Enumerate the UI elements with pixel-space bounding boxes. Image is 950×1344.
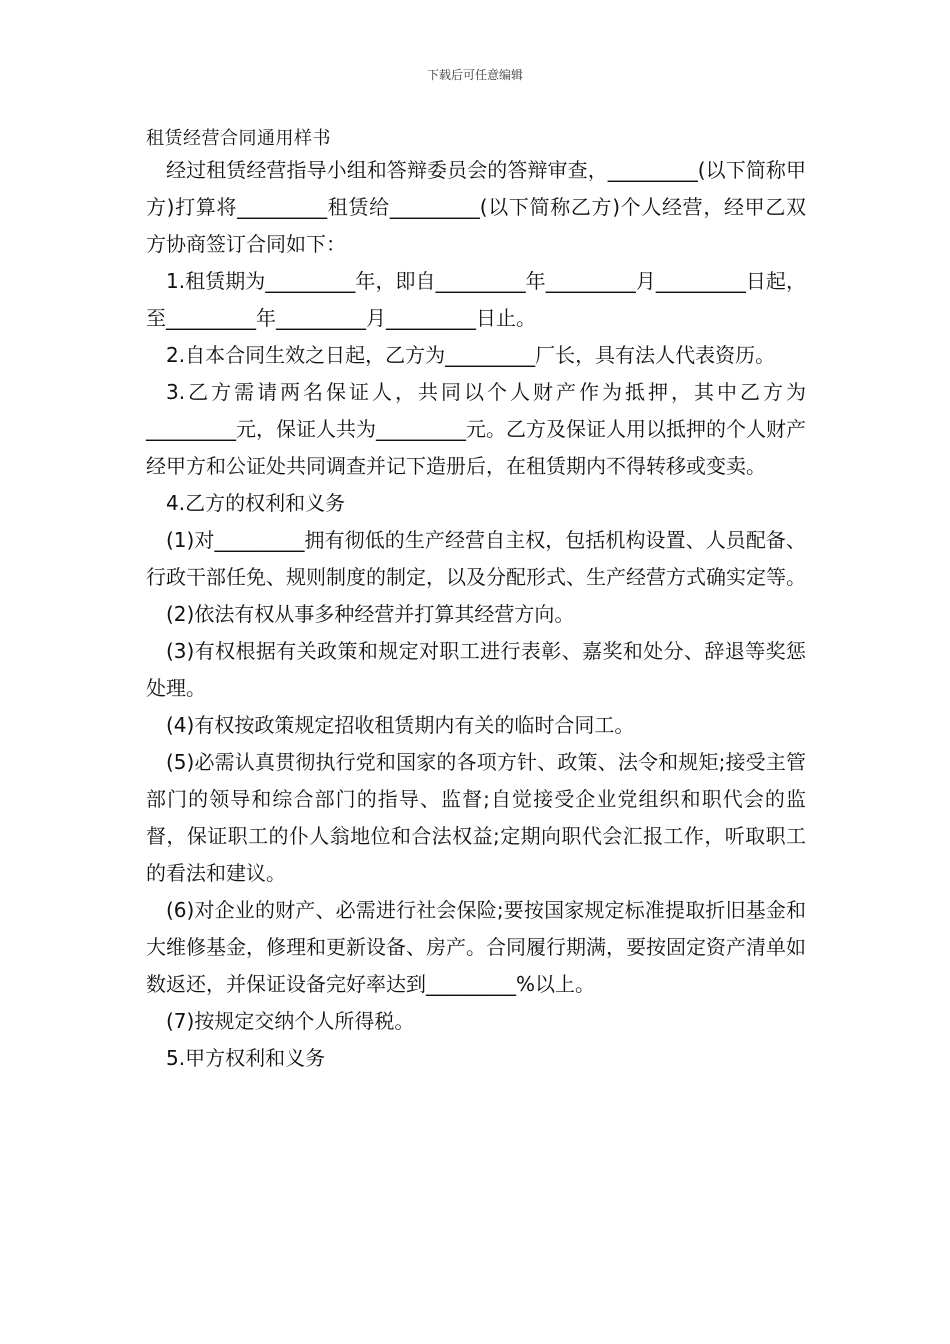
paragraph-5: 5.甲方权利和义务: [166, 1046, 326, 1070]
paragraph-4: 4.乙方的权利和义务: [166, 491, 346, 515]
paragraph-2: 2.自本合同生效之日起，乙方为_________厂长，具有法人代表资历。: [166, 343, 776, 367]
document-body: [146, 152, 806, 1077]
paragraph-3: 3.乙方需请两名保证人，共同以个人财产作为抵押，其中乙方为_________元，保证人共为_________元。乙方及保证人用以抵押的个人财产经甲方和公证处共同调查并记下造册后，在租赁期内不得转移或变卖。: [146, 380, 806, 478]
paragraph-4-7: (7)按规定交纳个人所得税。: [166, 1009, 415, 1033]
paragraph-1: 1.租赁期为_________年，即自_________年_________月_________日起，至_________年_________月_________日止。: [146, 269, 806, 330]
paragraph-4-6: (6)对企业的财产、必需进行社会保险;要按国家规定标准提取折旧基金和大维修基金，修理和更新设备、房产。合同履行期满，要按固定资产清单如数返还，并保证设备完好率达到_________%以上。: [146, 898, 806, 996]
paragraph-4-1: (1)对_________拥有彻低的生产经营自主权，包括机构设置、人员配备、行政干部任免、规则制度的制定，以及分配形式、生产经营方式确实定等。: [146, 528, 806, 589]
paragraph-4-2: (2)依法有权从事多种经营并打算其经营方向。: [166, 602, 575, 626]
paragraph-4-4: (4)有权按政策规定招收租赁期内有关的临时合同工。: [166, 713, 635, 737]
document-title: 租赁经营合同通用样书: [146, 128, 331, 149]
paragraph-4-3: (3)有权根据有关政策和规定对职工进行表彰、嘉奖和处分、辞退等奖惩处理。: [146, 639, 806, 700]
paragraph-intro: 经过租赁经营指导小组和答辩委员会的答辩审查，_________(以下简称甲方)打算将_________租赁给_________(以下简称乙方)个人经营，经甲乙双方协商签订合同如下：: [146, 158, 806, 256]
paragraph-4-5: (5)必需认真贯彻执行党和国家的各项方针、政策、法令和规矩;接受主管部门的领导和综合部门的指导、监督;自觉接受企业党组织和职代会的监督，保证职工的仆人翁地位和合法权益;定期向职代会汇报工作，听取职工的看法和建议。: [146, 750, 806, 885]
page-header: 下载后可任意编辑: [426, 68, 523, 82]
